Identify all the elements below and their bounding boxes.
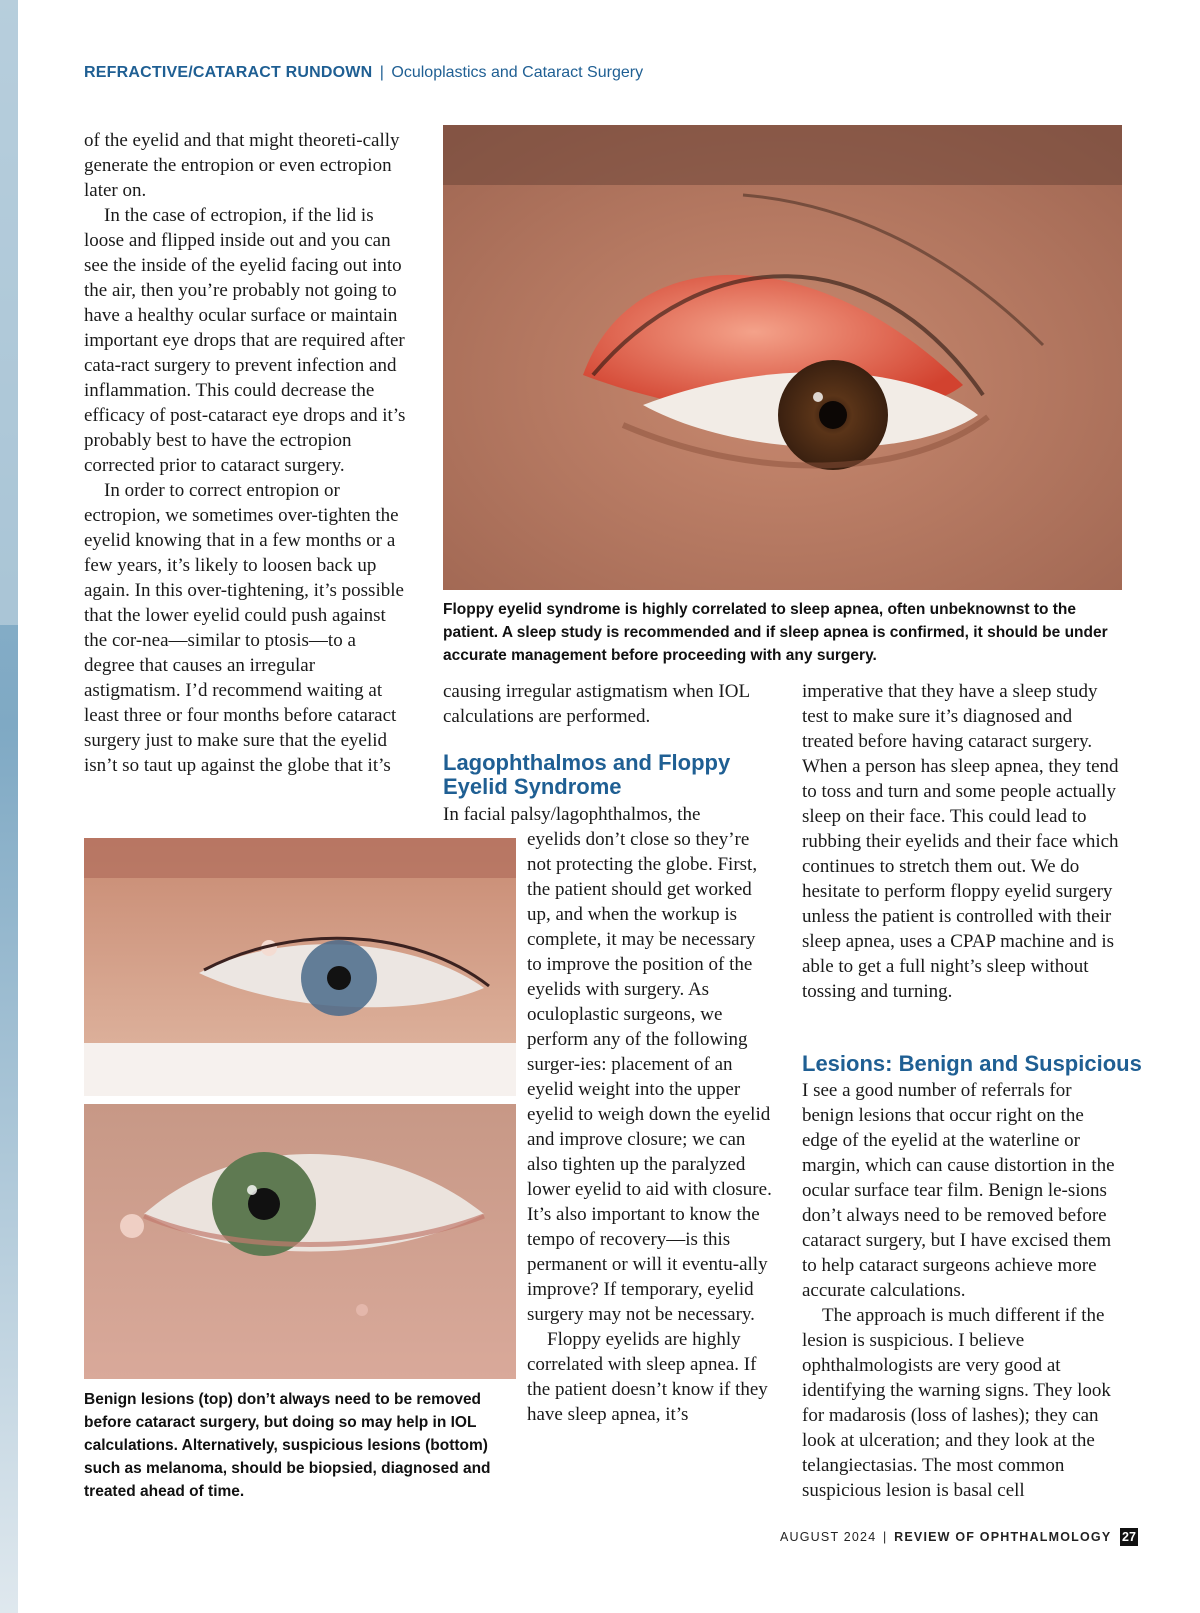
floppy-eyelid-caption: Floppy eyelid syndrome is highly correlated to sleep apnea, often unbeknownst to the patient. A sleep study is recommended and if sleep apnea is confirmed, it should be under accurate management before proceeding with any surgery. [443,601,1108,664]
benign-lesion-photo [84,838,516,1096]
col2-paragraph-lagophthalmos: eyelids don’t close so they’re not protecting the globe. First, the patient should get worked up, and when the workup is complete, it may be necessary to improve the position of the eyelids with surgery. As oculoplastic surgeons, we perform any of the following surger-ies: placement of an eyelid weight into the upper eyelid to weigh down the eyelid and improve closure; we can also tighten up the paralyzed lower eyelid to aid with closure. It’s also important to know the tempo of recovery—is this permanent or will it eventu-ally improve? If temporary, eyelid surgery may not be necessary. [527,829,772,1325]
header-section: REFRACTIVE/CATARACT RUNDOWN [84,64,373,81]
col1-paragraph-1: of the eyelid and that might theoreti-cally generate the entropion or even ectropion later on. [84,130,400,201]
column-1 [84,128,406,778]
suspicious-lesion-photo [84,1104,516,1379]
page-footer [780,1528,1136,1546]
suspicious-lesion-illustration [84,1104,516,1379]
eye-photo-illustration [443,125,1122,590]
footer-date: AUGUST 2024 [780,1530,877,1544]
col2-paragraph-floppy: Floppy eyelids are highly correlated with sleep apnea. If the patient doesn’t know if they have sleep apnea, it’s [527,1329,768,1425]
col1-paragraph-2: In the case of ectropion, if the lid is loose and flipped inside out and you can see the inside of the eyelid facing out into the air, then you’re probably not going to have a healthy ocular surface or maintain important eye drops that are required after cata-ract surgery to prevent infection and inflammation. This could decrease the efficacy of post-cataract eye drops and it’s probably best to have the ectropion corrected prior to cataract surgery. [84,205,406,476]
page-number: 27 [1122,1530,1136,1544]
heading-lesions: Lesions: Benign and Suspicious [802,1051,1142,1076]
col2-wrapped-paragraph [527,827,772,1427]
col3-paragraph-referrals: I see a good number of referrals for benign lesions that occur right on the edge of the eyelid at the waterline or margin, which can cause distortion in the ocular surface tear film. Benign le-sions don’t always need to be removed before cataract surgery, but I have excised them to help cataract surgeons achieve more accurate calculations. [802,1080,1115,1301]
floppy-eyelid-photo [443,125,1122,590]
header-separator: | [379,64,384,81]
col3-paragraph-sleep-study: imperative that they have a sleep study test to make sure it’s diagnosed and treated before having cataract surgery. When a person has sleep apnea, they tend to toss and turn and some people actually sleep on their face. This could lead to rubbing their eyelids and their face which continues to stretch them out. We do hesitate to perform floppy eyelid surgery unless the patient is controlled with their sleep apnea, uses a CPAP machine and is able to get a full night’s sleep without tossing and turning. [802,681,1119,1002]
benign-lesion-illustration [84,838,516,1096]
footer-publication: REVIEW OF OPHTHALMOLOGY [894,1530,1112,1544]
col1-paragraph-3: In order to correct entropion or ectropion, we sometimes over-tighten the eyelid knowing that in a few months or a few years, it’s likely to loosen back up again. In this over-tightening, it’s possible that the lower eyelid could push against the cor-nea—similar to ptosis—to a degree that causes an irregular astigmatism. I’d recommend waiting at least three or four months before cataract surgery just to make sure that the eyelid isn’t so taut up against the globe that it’s [84,480,404,776]
col2-continuation: causing irregular astigmatism when IOL calculations are performed. [443,681,750,727]
footer-separator: | [883,1530,888,1544]
col2-lead-line: In facial palsy/lagophthalmos, the [443,804,701,825]
heading-lagophthalmos: Lagophthalmos and Floppy Eyelid Syndrome [443,750,731,799]
header-topic: Oculoplastics and Cataract Surgery [391,64,644,81]
col3-paragraph-suspicious: The approach is much different if the lesion is suspicious. I believe ophthalmologists are very good at identifying the warning signs. They look for madarosis (loss of lashes); they can look at ulceration; and they look at the telangiectasias. The most common suspicious lesion is basal cell [802,1305,1111,1501]
column-3-lesions [802,1078,1120,1503]
running-header [84,63,643,83]
page-edge-accent [0,0,20,1613]
lesion-caption: Benign lesions (top) don’t always need to be removed before cataract surgery, but doing so may help in IOL calculations. Alternatively, suspicious lesions (bottom) such as melanoma, should be biopsied, diagnosed and treated ahead of time. [84,1391,491,1500]
